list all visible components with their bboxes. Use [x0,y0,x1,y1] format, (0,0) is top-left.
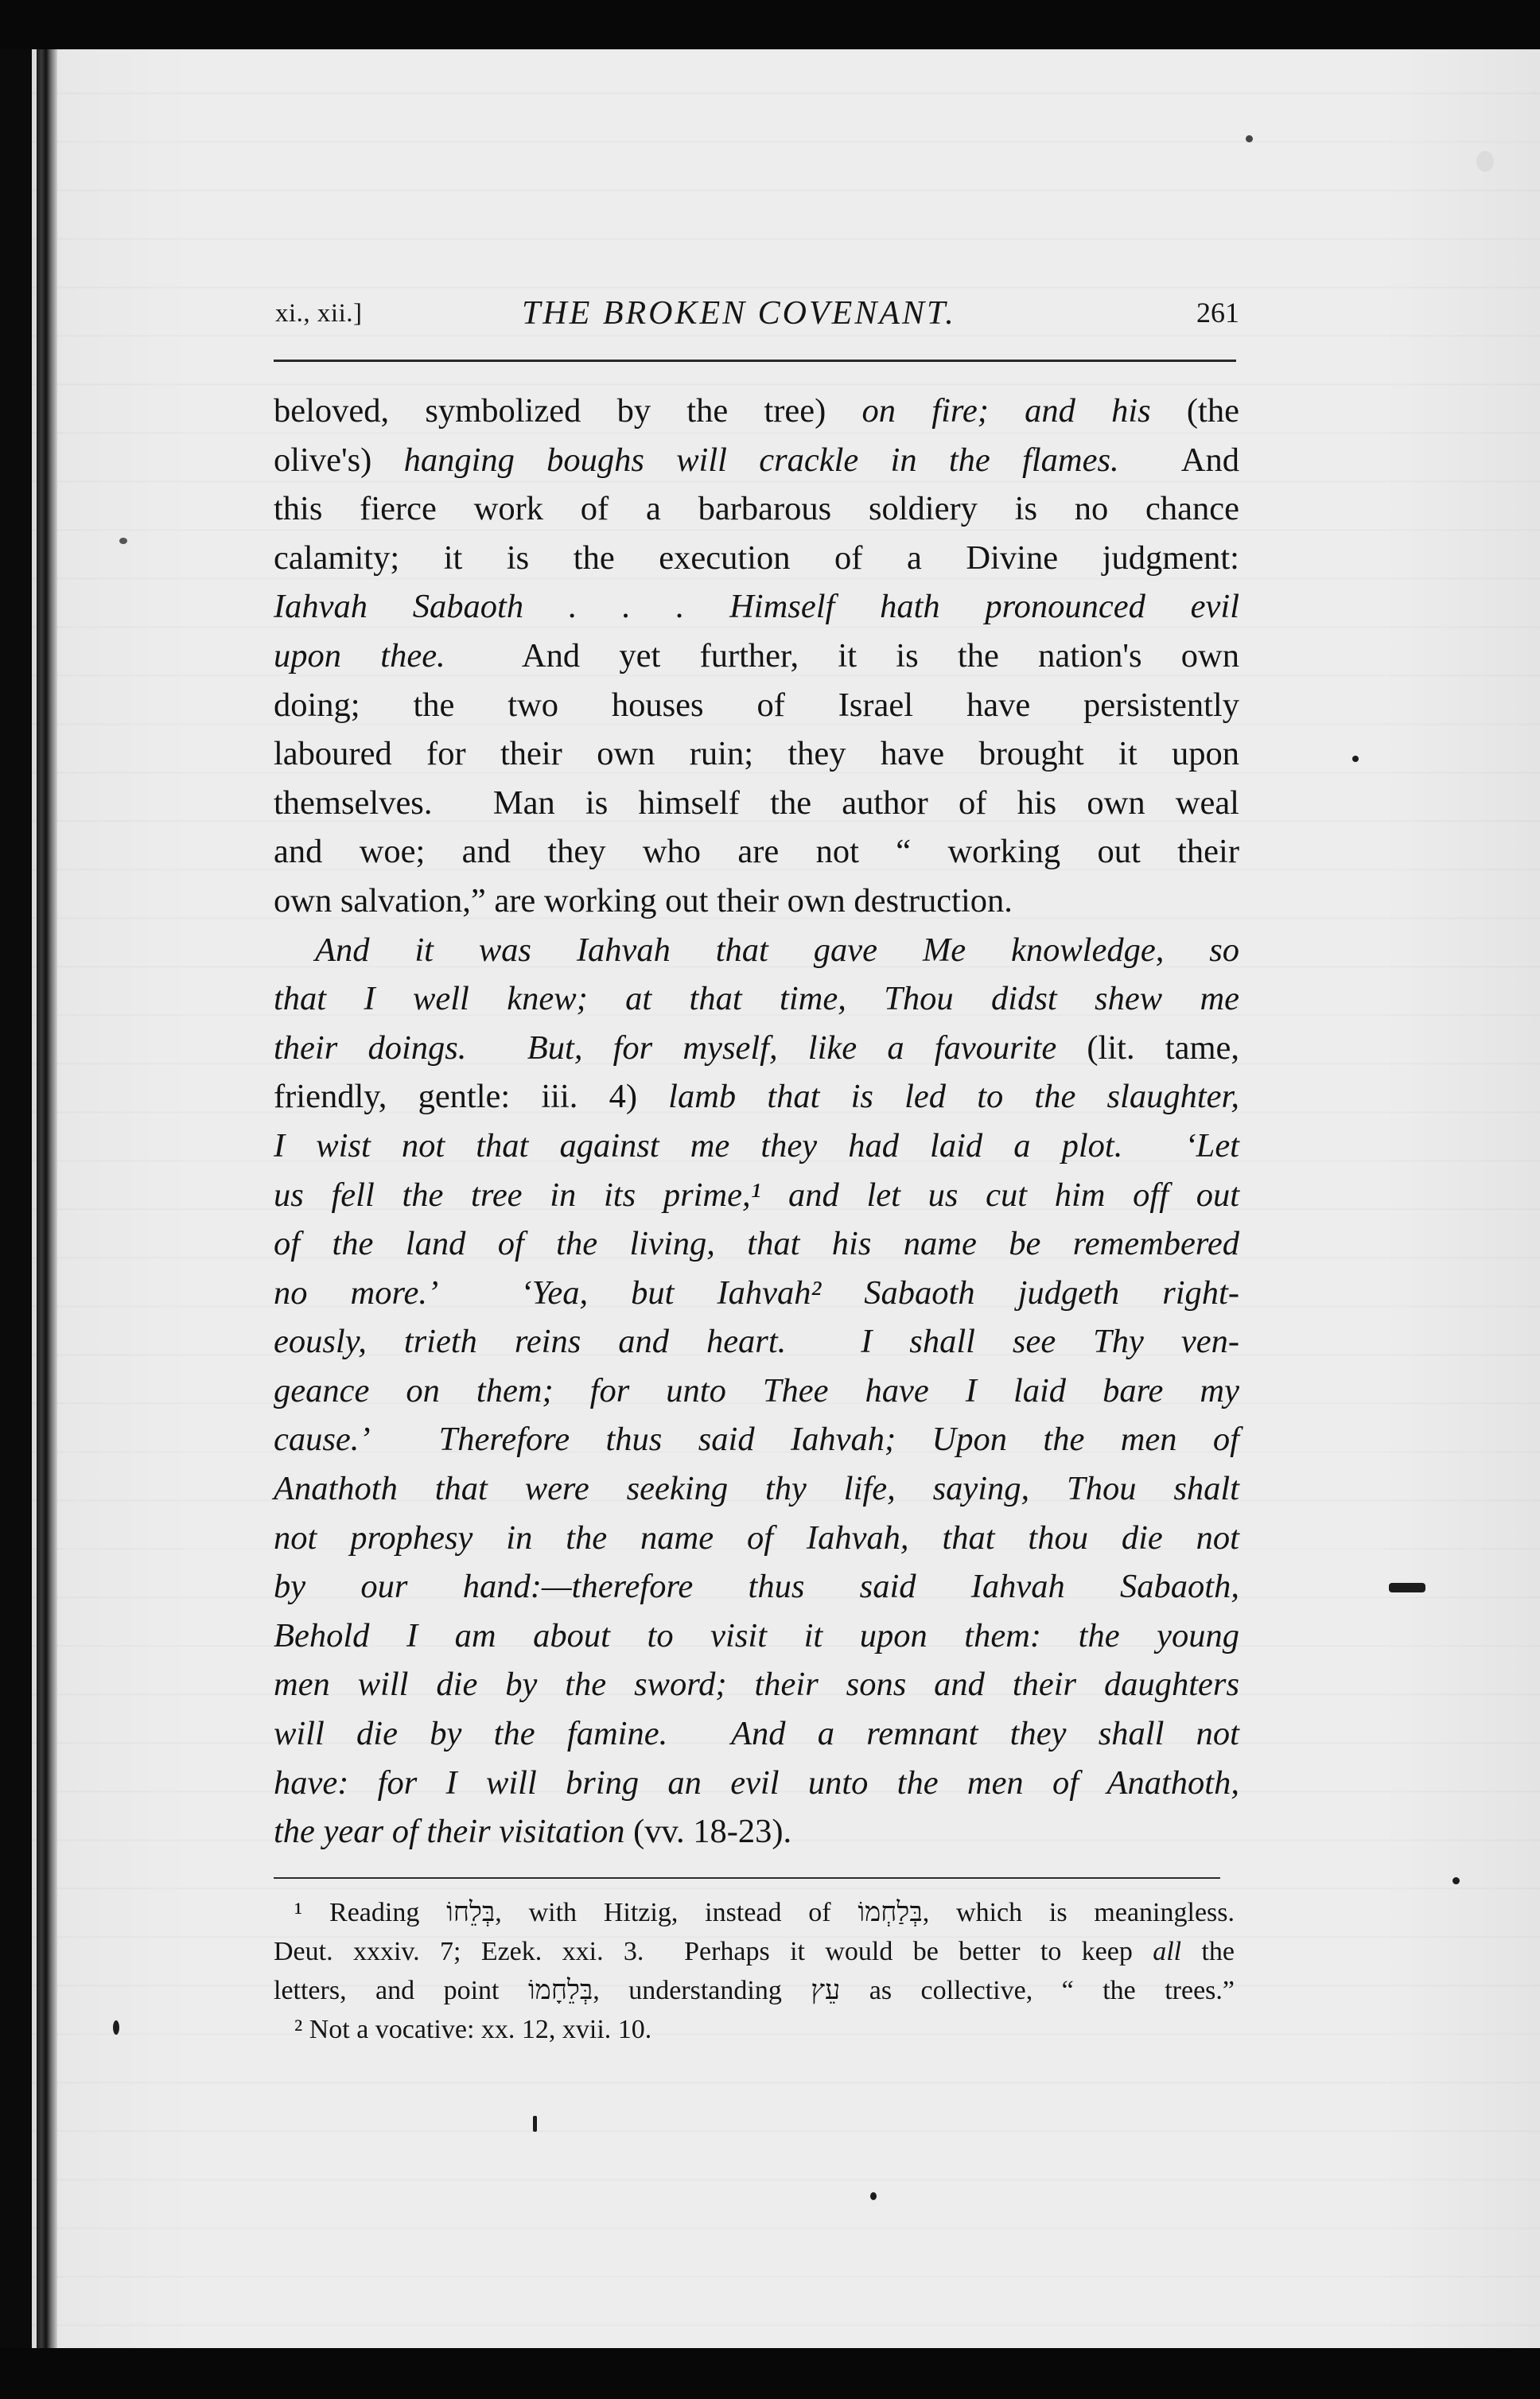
scan-speck [113,2020,119,2035]
body-text: laboured for their own ruin; they have brought it upon [274,735,1239,773]
body-line [274,1807,1239,1857]
body-italic-text: Anathoth that were seeking thy life, saying, Thou shalt [274,1470,1239,1508]
scan-speck [870,2192,877,2200]
body-text: this fierce work of a barbarous soldiery is no chance [274,490,1239,528]
scan-speck [119,538,127,544]
footnote-text: ¹ Reading בְּלֵחוֹ, with Hitzig, instead of בְּלַחְמוֹ, which is meaningless. [294,1898,1235,1927]
body-line [274,1660,1239,1709]
header-rule [274,360,1236,362]
body-italic-text: hanging boughs will crackle in the flames. [403,441,1119,479]
scan-speck [1246,135,1253,142]
body-italic-text: of the land of the living, that his name be remembered [274,1225,1239,1263]
body-text: themselves. Man is himself the author of his own weal [274,783,1239,822]
body-text: And [1118,441,1239,479]
body-line [274,1367,1239,1416]
body-italic-text: on fire; and his [861,392,1151,430]
body-line [274,1171,1239,1220]
body-text: own salvation,” are working out their own destruction. [274,881,1013,920]
body-line [274,1464,1239,1514]
scan-speck [533,2116,537,2132]
body-italic-text: cause.’ Therefore thus said Iahvah; Upon the men of [274,1421,1239,1459]
page-number: 261 [1196,297,1239,329]
body-line [274,484,1239,534]
body-text: beloved, symbolized by the tree) [274,392,862,430]
body-line [274,681,1239,730]
running-header [275,288,1239,336]
footnote-text: ² Not a vocative: xx. 12, xvii. 10. [294,2015,652,2044]
body-text: (the [1150,392,1239,430]
body-line [274,1562,1239,1612]
chapter-reference: xi., xii.] [275,299,363,328]
body-italic-text: eously, trieth reins and heart. I shall see Thy ven- [274,1323,1239,1361]
body-text [274,387,1239,1857]
body-text: doing; the two houses of Israel have persistently [274,686,1239,724]
body-line [274,877,1239,926]
footnote-line [274,1893,1235,1932]
scan-speck [1452,1877,1460,1884]
body-line [274,1514,1239,1563]
body-text: olive's) [274,441,404,479]
body-italic-text: will die by the famine. And a remnant they shall not [274,1715,1239,1753]
body-line [274,534,1239,583]
body-text: and woe; and they who are not “ working out their [274,833,1239,871]
body-italic-text: And it was Iahvah that gave Me knowledge, so [315,931,1239,969]
footnote-rule [274,1877,1220,1879]
scan-speck [1389,1583,1425,1592]
body-line [274,1415,1239,1464]
body-line [274,779,1239,828]
footnote-line [274,2010,1235,2049]
body-line [274,1072,1239,1122]
scan-speck [1352,756,1359,762]
body-line [274,1024,1239,1073]
body-line [274,1612,1239,1661]
running-title: THE BROKEN COVENANT. [522,295,956,332]
body-line [274,1709,1239,1759]
body-italic-text: I wist not that against me they had laid a plot. ‘Let [274,1126,1239,1165]
body-italic-text: upon thee. [274,636,445,675]
footnote-line [274,1971,1235,2010]
footnote-text: Deut. xxxiv. 7; Ezek. xxi. 3. Perhaps it would be better to keep [274,1937,1153,1966]
body-line [274,436,1239,485]
body-italic-text: lamb that is led to the slaughter, [668,1078,1239,1116]
page-spine-edge [37,46,57,2350]
body-line [274,1219,1239,1269]
body-line [274,1122,1239,1171]
body-italic-text: the year of their visitation [274,1813,625,1851]
body-line [274,926,1239,975]
scan-top-border [0,0,1540,49]
footnote-text: the [1181,1937,1235,1966]
body-italic-text: geance on them; for unto Thee have I laid bare my [274,1371,1239,1409]
body-italic-text: by our hand:—therefore thus said Iahvah Sabaoth, [274,1568,1239,1606]
body-line [274,1317,1239,1367]
body-line [274,632,1239,681]
body-italic-text: no more.’ ‘Yea, but Iahvah² Sabaoth judgeth right- [274,1273,1239,1312]
footnote-line [274,1932,1235,1971]
body-line [274,1269,1239,1318]
footnote-italic-text: all [1153,1937,1182,1966]
body-italic-text: not prophesy in the name of Iahvah, that thou die not [274,1518,1239,1557]
body-line [274,729,1239,779]
body-line [274,582,1239,632]
body-italic-text: Iahvah Sabaoth . . . Himself hath pronounced evil [274,588,1239,626]
body-italic-text: us fell the tree in its prime,¹ and let us cut him off out [274,1176,1239,1214]
body-text: And yet further, it is the nation's own [445,636,1239,675]
scan-bottom-border [0,2348,1540,2399]
footnote-text: letters, and point בְּלֵחָמוֹ, understanding עֵץ as collective, “ the trees.” [274,1976,1235,2005]
body-text: (vv. 18-23). [624,1813,792,1851]
body-italic-text: that I well knew; at that time, Thou didst shew me [274,980,1239,1018]
body-text: (lit. tame, [1056,1028,1239,1067]
body-line [274,387,1239,436]
footnotes [274,1893,1235,2049]
body-line [274,1759,1239,1808]
body-italic-text: Behold I am about to visit it upon them: the young [274,1616,1239,1654]
body-italic-text: men will die by the sword; their sons and their daughters [274,1666,1239,1704]
body-italic-text: have: for I will bring an evil unto the men of Anathoth, [274,1763,1239,1802]
scan-speck [1476,151,1494,172]
body-text: friendly, gentle: iii. 4) [274,1078,669,1116]
body-line [274,827,1239,877]
body-italic-text: their doings. But, for myself, like a favourite [274,1028,1057,1067]
body-line [274,974,1239,1024]
body-text: calamity; it is the execution of a Divine judgment: [274,539,1239,577]
